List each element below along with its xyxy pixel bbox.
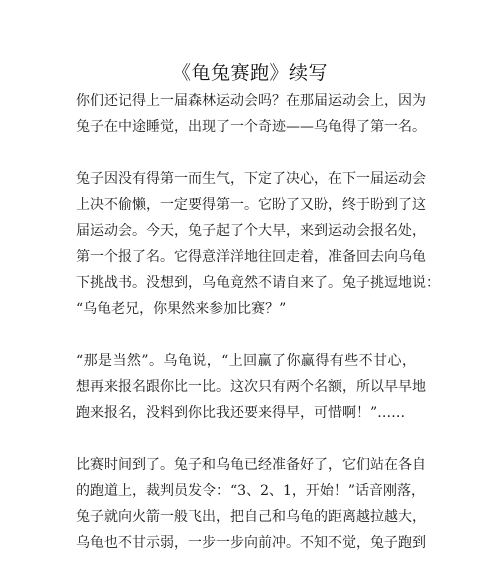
- text-line: 上决不偷懒，一定要得第一。它盼了又盼，终于盼到了这: [76, 197, 426, 213]
- text-line: 你们还记得上一届森林运动会吗？在那届运动会上，因为: [76, 93, 426, 109]
- text-line: “那是当然”。乌龟说，“上回赢了你赢得有些不甘心，: [76, 353, 416, 369]
- text-line: 届运动会。今天，兔子起了个大早，来到运动会报名处，: [76, 223, 426, 239]
- text-line: 想再来报名跟你比一比。这次只有两个名额，所以早早地: [76, 379, 426, 395]
- text-line: 比赛时间到了。兔子和乌龟已经准备好了，它们站在各自: [76, 457, 426, 473]
- text-line: “乌龟老兄，你果然来参加比赛？”: [76, 301, 287, 317]
- paragraph-gap: [76, 426, 416, 452]
- paragraph-1: [76, 88, 426, 140]
- document-title: 《龟兔赛跑》续写: [171, 62, 328, 84]
- text-line: 兔子就向火箭一般飞出，把自己和乌龟的距离越拉越大，: [76, 509, 426, 525]
- text-line: 兔子在中途睡觉，出现了一个奇迹——乌龟得了第一名。: [76, 119, 426, 135]
- text-line: 跑来报名，没料到你比我还要来得早，可惜啊！”……: [76, 405, 406, 421]
- text-line: 下挑战书。没想到，乌龟竟然不请自来了。兔子挑逗地说：: [76, 275, 440, 291]
- paragraph-gap: [76, 140, 416, 166]
- paragraph-gap: [76, 322, 416, 348]
- text-line: 的跑道上，裁判员发令：“3、2、1，开始！”话音刚落，: [76, 483, 426, 499]
- document-body: [76, 88, 440, 556]
- paragraph-3: [76, 348, 426, 426]
- text-line: 兔子因没有得第一而生气，下定了决心，在下一届运动会: [76, 171, 426, 187]
- text-line: 第一个报了名。它得意洋洋地往回走着，准备回去向乌龟: [76, 249, 426, 265]
- paragraph-2: [76, 166, 440, 322]
- text-line: 乌龟也不甘示弱，一步一步向前冲。不知不觉，兔子跑到: [76, 535, 426, 551]
- paragraph-4: [76, 452, 426, 556]
